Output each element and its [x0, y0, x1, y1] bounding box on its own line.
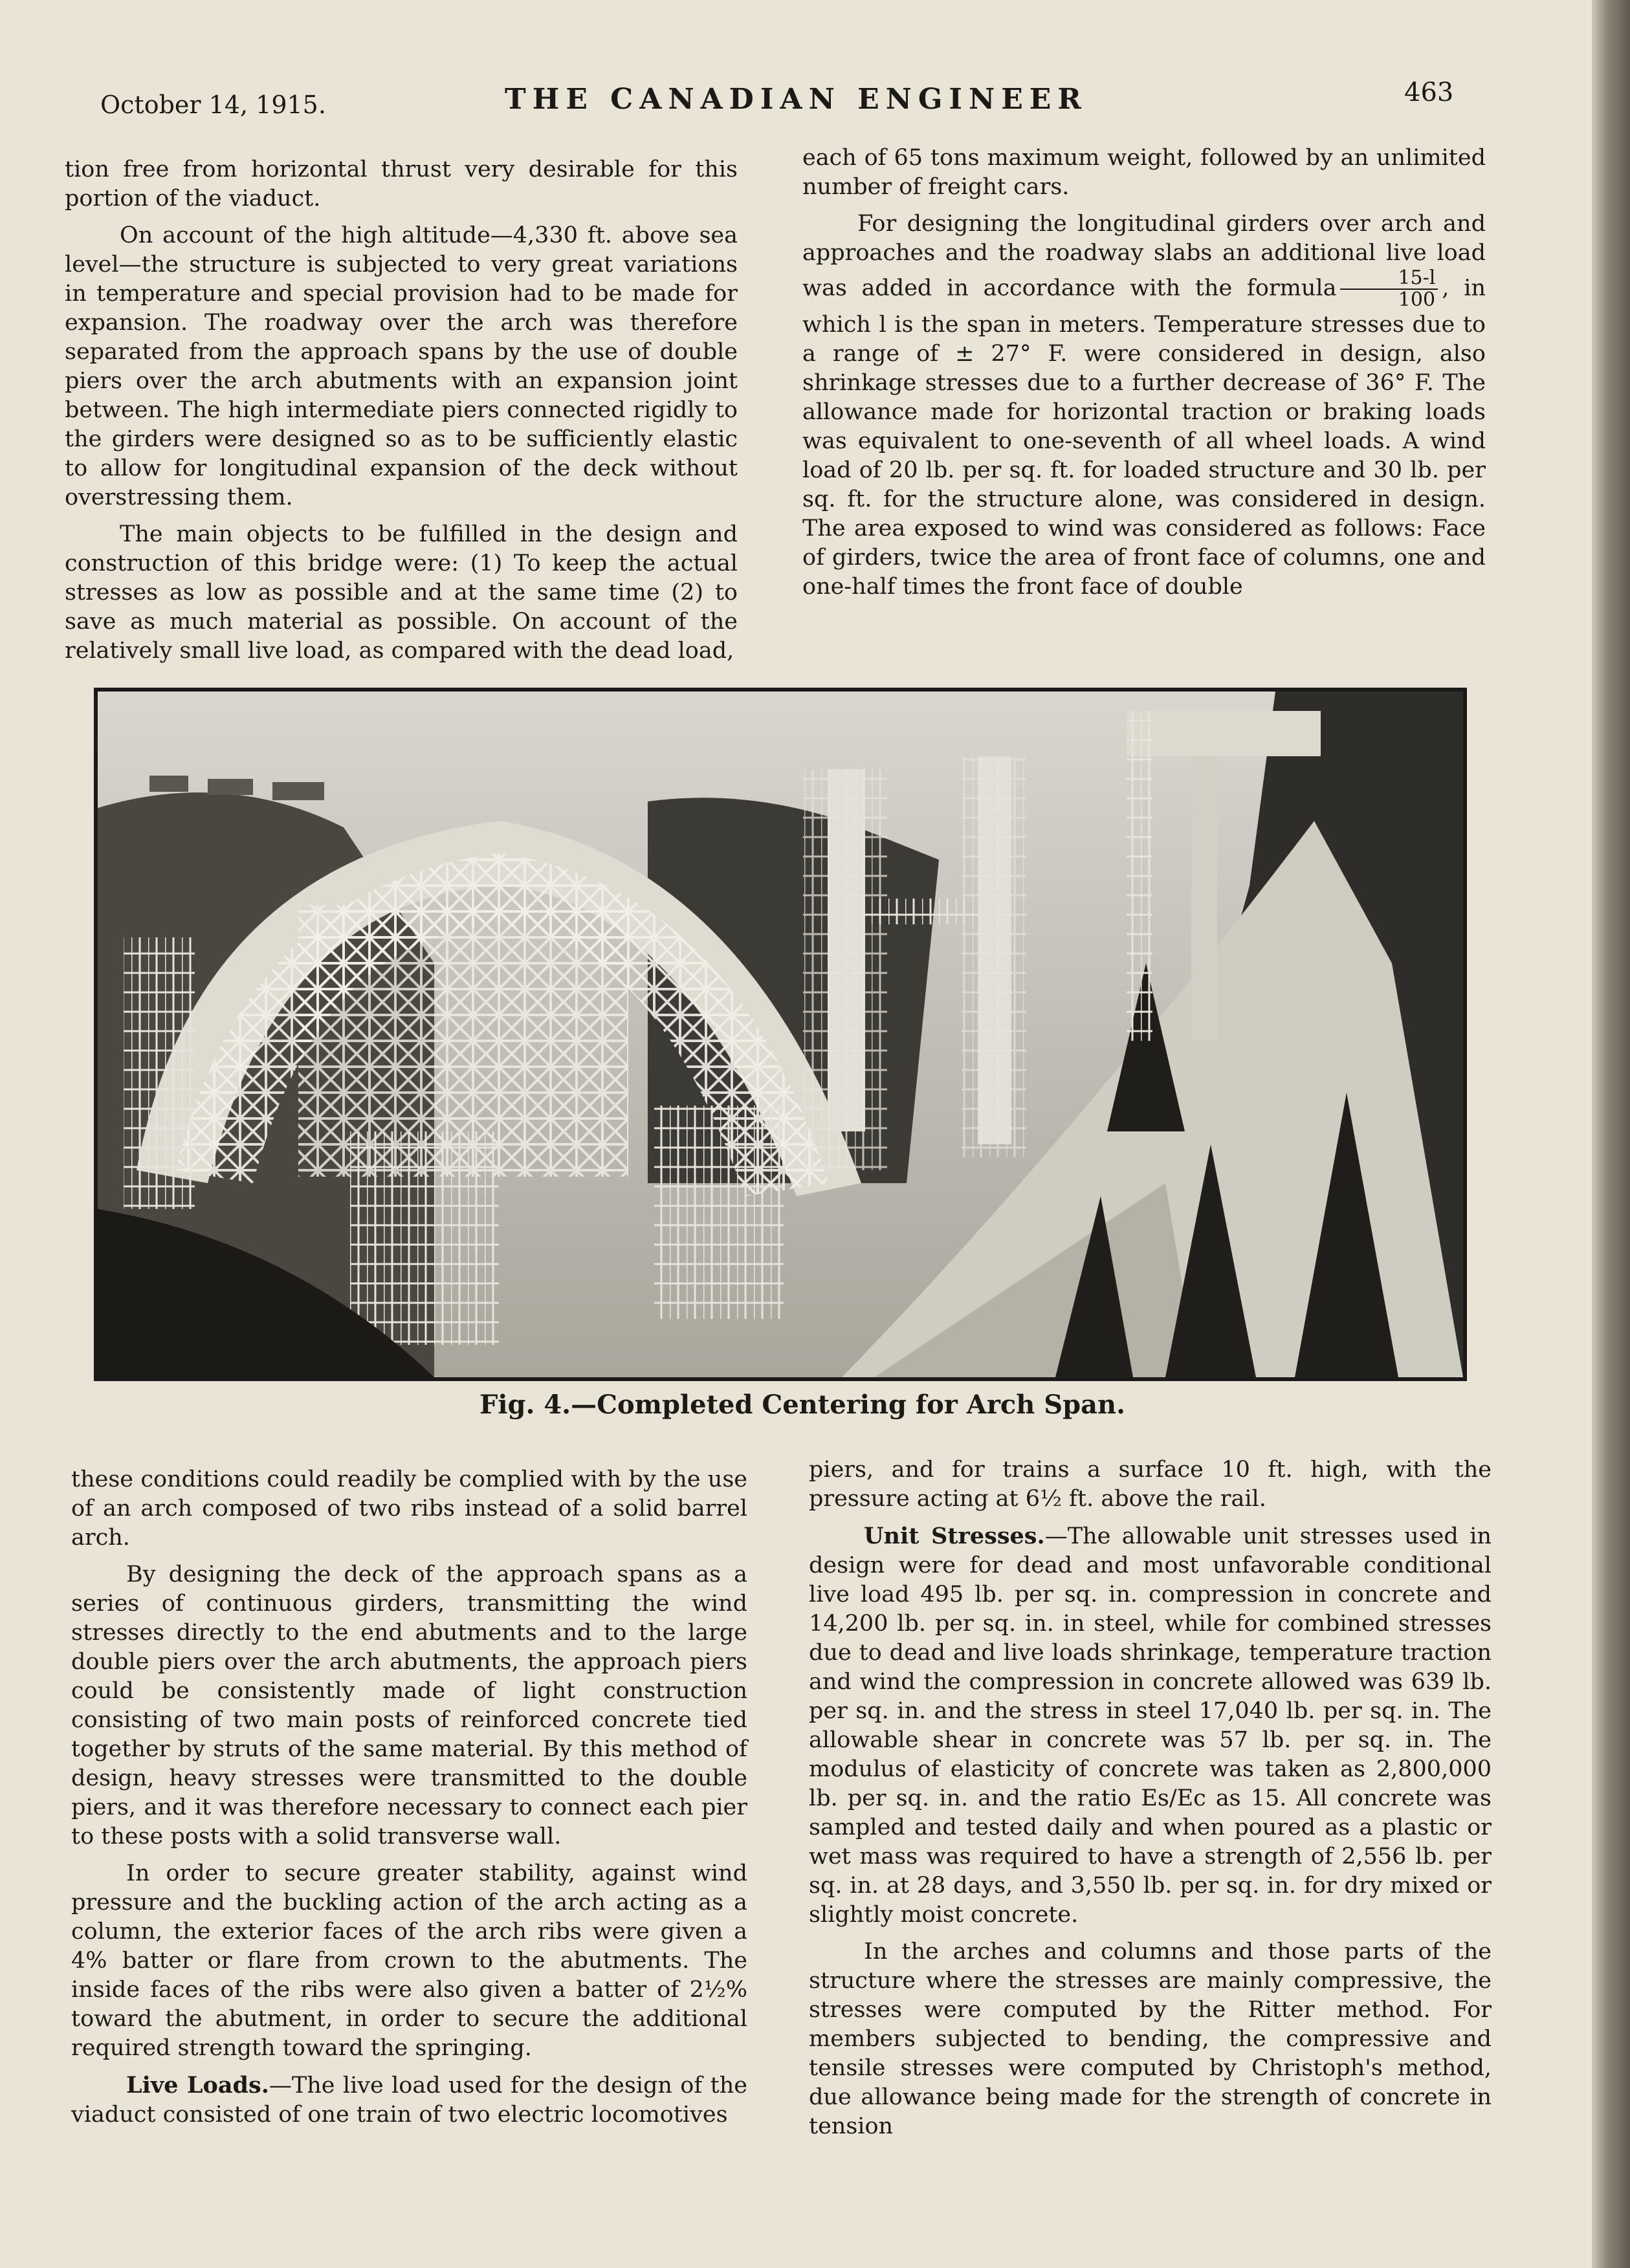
header-date: October 14, 1915. — [100, 91, 326, 119]
formula-denominator: 100 — [1398, 289, 1436, 311]
column-bottom-left — [71, 1465, 747, 2137]
paragraph: In order to secure greater stability, against wind pressure and the buckling action of the arch acting as a column, the exterior faces of the arch ribs were given a 4% batter or flare from crown to the abutments. The inside faces of the ribs were also given a batter of 2½% toward the abutment, in order to secure the additional required strength toward the springing. — [71, 1860, 747, 2061]
figure-photo — [94, 688, 1467, 1381]
formula-text-after: , in which l is the span in meters. Temperature stresses due to a range of ± 27° F. were considered in design, also shrinkage stresses due to a further decrease of 36° F. The allowance made for horizontal traction or braking loads was equivalent to one-seventh of all wheel loads. A wind load of 20 lb. per sq. ft. for loaded structure and 30 lb. per sq. ft. for the structure alone, was considered in design. The area exposed to wind was considered as follows: Face of girders, twice the area of front face of columns, one and one-half times the front face of double — [802, 275, 1486, 600]
paragraph — [71, 2071, 747, 2130]
paragraph-text: —The allowable unit stresses used in design were for dead and most unfavorable conditional live load 495 lb. per sq. in. compression in concrete and 14,200 lb. per sq. in. in steel, while for combined stresses due to dead and live loads shrinkage, temperature traction and wind the compression in concrete allowed was 639 lb. per sq. in. and the stress in steel 17,040 lb. per sq. in. The allowable shear in concrete was 57 lb. per sq. in. The modulus of elasticity of concrete was taken as 2,800,000 lb. per sq. in. and the ratio Es/Ec as 15. All concrete was sampled and tested daily and when poured as a plastic or wet mass was required to have a strength of 2,556 lb. per sq. in. at 28 days, and 3,550 lb. per sq. in. for dry mixed or slightly moist concrete. — [809, 1523, 1492, 1928]
paragraph: these conditions could readily be complied with by the use of an arch composed of two ribs instead of a solid barrel arch. — [71, 1467, 747, 1551]
column-top-right — [802, 144, 1486, 609]
paragraph: each of 65 tons maximum weight, followed by an unlimited number of freight cars. — [802, 145, 1486, 200]
running-header — [0, 78, 1605, 129]
formula-text-before: For designing the longitudinal girders over arch and approaches and the roadway slabs an additional live load was added in accordance with the formula — [802, 211, 1486, 301]
paragraph: By designing the deck of the approach spans as a series of continuous girders, transmitting the wind stresses directly to the end abutments and to the large double piers over the arch abutments, the approach piers could be consistently made of light construction consisting of two main posts of reinforced concrete tied together by struts of the same material. By this method of design, heavy stresses were transmitted to the double piers, and it was therefore necessary to connect each pier to these posts with a solid transverse wall. — [71, 1562, 747, 1849]
paragraph — [802, 210, 1486, 602]
paragraph-text: —The live load used for the design of the viaduct consisted of one train of two electric locomotives — [71, 2073, 747, 2128]
column-bottom-right — [809, 1456, 1492, 2149]
section-heading-unit-stresses: Unit Stresses. — [864, 1523, 1045, 1549]
header-title: THE CANADIAN ENGINEER — [505, 83, 1088, 116]
live-load-formula — [1340, 268, 1438, 311]
book-spine-edge — [1592, 0, 1630, 2268]
arch-centering-photo — [98, 692, 1463, 1377]
paragraph: piers, and for trains a surface 10 ft. high, with the pressure acting at 6½ ft. above the rail. — [809, 1457, 1492, 1512]
paragraph: In the arches and columns and those parts of the structure where the stresses are mainly compressive, the stresses were computed by the Ritter method. For members subjected to bending, the compressive and tensile stresses were computed by Christoph's method, due allowance being made for the strength of concrete in tension — [809, 1939, 1492, 2139]
section-heading-live-loads: Live Loads. — [126, 2072, 269, 2099]
figure-caption: Fig. 4.—Completed Centering for Arch Span. — [479, 1390, 1126, 1420]
paragraph: On account of the high altitude—4,330 ft. above sea level—the structure is subjected to very great variations in temperature and special provision had to be made for expansion. The roadway over the arch was therefore separated from the approach spans by the use of double piers over the arch abutments with an expansion joint between. The high intermediate piers connected rigidly to the girders were designed so as to be sufficiently elastic to allow for longitudinal expansion of the deck without overstressing them. — [65, 223, 738, 510]
paragraph: tion free from horizontal thrust very desirable for this portion of the viaduct. — [65, 157, 738, 212]
paragraph: The main objects to be fulfilled in the design and construction of this bridge were: (1) To keep the actual stresses as low as possible and at the same time (2) to save as much material as possible. On account of the relatively small live load, as compared with the dead load, — [65, 521, 738, 664]
formula-numerator: 15-l — [1340, 268, 1438, 290]
paragraph — [809, 1521, 1492, 1930]
column-top-left — [65, 155, 738, 673]
page-number: 463 — [1404, 78, 1454, 107]
